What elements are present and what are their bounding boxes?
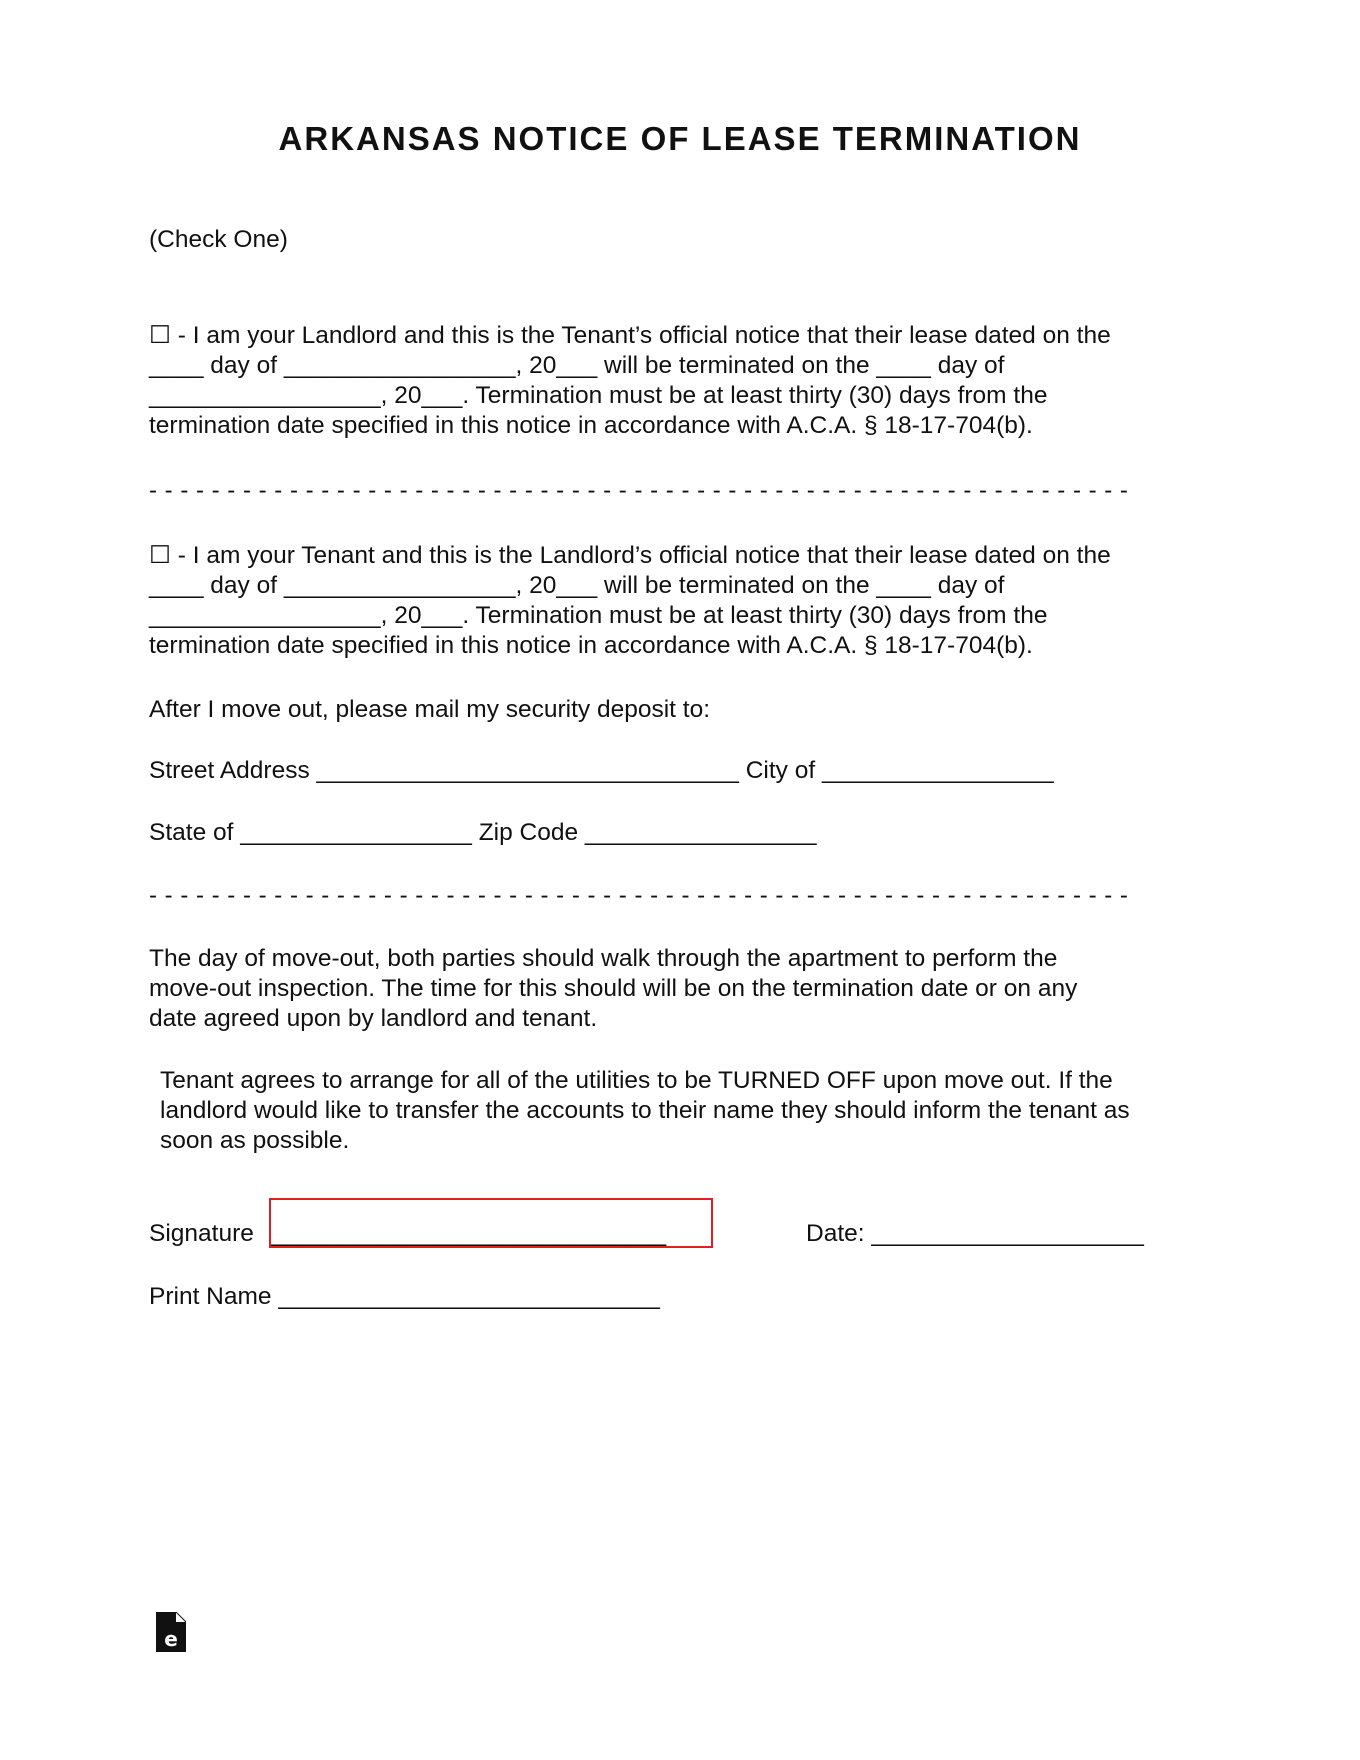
landlord-notice-line-4: termination date specified in this notice in accordance with A.C.A. § 18-17-704(b). <box>149 412 1033 439</box>
print-name-field[interactable]: Print Name ____________________________ <box>149 1283 660 1310</box>
signature-field[interactable]: _____________________________ <box>271 1220 667 1247</box>
state-zip-line[interactable]: State of _________________ Zip Code _________________ <box>149 819 817 846</box>
landlord-notice-line-3[interactable]: _________________, 20___. Termination must be at least thirty (30) days from the <box>149 382 1048 409</box>
signature-highlight-box[interactable] <box>269 1198 713 1248</box>
utilities-para-line-3: soon as possible. <box>160 1127 350 1154</box>
signature-label: Signature <box>149 1220 254 1247</box>
separator-1: - - - - - - - - - - - - - - - - - - - - - - - - - - - - - - - - - - - - - - - - - - - - - - - - - - - - - - - - - - - - - - - <box>149 477 1129 504</box>
move-out-para-line-2: move-out inspection. The time for this should will be on the termination date or on any <box>149 975 1078 1002</box>
street-address-line[interactable]: Street Address _______________________________ City of _________________ <box>149 757 1054 784</box>
deposit-intro: After I move out, please mail my security deposit to: <box>149 696 711 723</box>
tenant-notice-line-1[interactable]: ☐ - I am your Tenant and this is the Landlord’s official notice that their lease dated on the <box>149 542 1111 569</box>
move-out-para-line-3: date agreed upon by landlord and tenant. <box>149 1005 598 1032</box>
landlord-notice-line-1[interactable]: ☐ - I am your Landlord and this is the Tenant’s official notice that their lease dated on the <box>149 322 1111 349</box>
svg-text:e: e <box>164 1627 178 1651</box>
document-title: ARKANSAS NOTICE OF LEASE TERMINATION <box>278 120 1082 157</box>
tenant-notice-line-3[interactable]: _________________, 20___. Termination must be at least thirty (30) days from the <box>149 602 1048 629</box>
tenant-notice-line-2[interactable]: ____ day of _________________, 20___ will be terminated on the ____ day of <box>149 572 1005 599</box>
separator-2: - - - - - - - - - - - - - - - - - - - - - - - - - - - - - - - - - - - - - - - - - - - - - - - - - - - - - - - - - - - - - - - <box>149 882 1129 909</box>
utilities-para-line-1: Tenant agrees to arrange for all of the utilities to be TURNED OFF upon move out. If the <box>160 1067 1113 1094</box>
document-e-icon <box>156 1612 186 1652</box>
tenant-notice-line-4: termination date specified in this notice in accordance with A.C.A. § 18-17-704(b). <box>149 632 1033 659</box>
move-out-para-line-1: The day of move-out, both parties should walk through the apartment to perform the <box>149 945 1058 972</box>
landlord-notice-line-2[interactable]: ____ day of _________________, 20___ will be terminated on the ____ day of <box>149 352 1005 379</box>
date-field[interactable]: Date: ____________________ <box>806 1220 1144 1247</box>
check-one-label: (Check One) <box>149 226 288 253</box>
utilities-para-line-2: landlord would like to transfer the accounts to their name they should inform the tenant as <box>160 1097 1130 1124</box>
